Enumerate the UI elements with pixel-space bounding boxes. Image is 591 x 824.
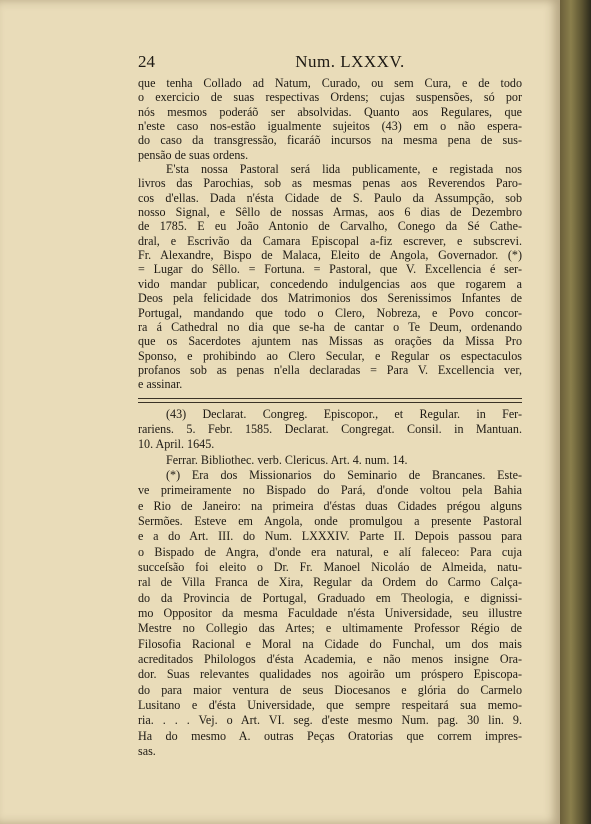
note-line: sas. <box>138 744 156 759</box>
text-line: n'este caso nos-estão igualmente sujeitos (43) em o não espera- <box>138 119 522 134</box>
note-line: ria. . . . Vej. o Art. VI. seg. d'este mesmo Num. pag. 30 lin. 9. <box>138 713 522 728</box>
page-number: 24 <box>138 52 155 71</box>
note-line: do para maior ventura de seus Diocesanos e glória do Carmelo <box>138 682 522 697</box>
footnote-divider <box>138 398 522 403</box>
running-header <box>138 52 522 76</box>
text-line: Portugal, mandando que todo o Clero, Nobreza, e Povo concor- <box>138 305 522 320</box>
footnotes <box>138 407 522 760</box>
text-line: dral, e Escrivão da Camara Episcopal a-fiz escrever, e subscrevi. <box>138 233 522 248</box>
note-line: ve primeiramente no Bispado do Pará, d'onde voltou pela Bahia <box>138 483 522 498</box>
note-line: (*) Era dos Missionarios do Seminario de Brancanes. Este- <box>166 467 522 482</box>
note-line: Filosofia Racional e Moral na Cidade do Funchal, um dos mais <box>138 636 522 651</box>
text-line: o exercicio de suas respectivas Ordens; cujas suspensões, só por <box>138 90 522 105</box>
note-line: Sermões. Esteve em Angola, onde promulgou a presente Pastoral <box>138 513 522 528</box>
note-line: Mestre no Collegio das Artes; e ultimamente Professor Régio de <box>138 621 522 636</box>
note-line: 10. April. 1645. <box>138 437 215 452</box>
note-line: dor. Suas relevantes qualidades nos agoirão um próspero Episcopa- <box>138 667 522 682</box>
note-line: ral de Villa Franca de Xira, Regular da Ordem do Carmo Calça- <box>138 575 522 590</box>
note-line: Ha do mesmo A. outras Peças Oratorias que correm impres- <box>138 728 522 743</box>
text-line: pensão de suas ordens. <box>138 147 249 162</box>
text-line: livros das Parochias, sob as mesmas penas aos Reverendos Paro- <box>138 176 522 191</box>
text-line: Fr. Alexandre, Bispo de Malaca, Eleito de Angola, Governador. (*) <box>138 248 522 263</box>
text-line: profanos sob as penas n'ella declaradas = Para V. Excellencia ver, <box>138 362 522 377</box>
text-line: ra á Cathedral no dia que se-ha de cantar o Te Deum, ordenando <box>138 319 522 334</box>
note-line: acreditados Philologos d'ésta Academia, e não menos insigne Ora- <box>138 652 522 667</box>
note-line: do da Provincia de Portugal, Graduado em Theologia, e dignissi- <box>138 590 522 605</box>
issue-number: Num. LXXXV. <box>295 52 405 71</box>
text-line: nosso Signal, e Sêllo de nossas Armas, aos 6 dias de Dezembro <box>138 205 522 220</box>
text-line: Sponso, e prohibindo ao Clero Secular, e Regular os espectaculos <box>138 348 522 363</box>
text-line: do caso da transgressão, ficaráõ incursos na mesma pena de sus- <box>138 133 522 148</box>
note-line: Ferrar. Bibliothec. verb. Clericus. Art. 4. num. 14. <box>166 452 408 467</box>
text-line: e assinar. <box>138 377 183 392</box>
note-line: e a do Art. III. do Num. LXXXIV. Parte II. Depois passou para <box>138 529 522 544</box>
main-text <box>138 76 522 392</box>
page-content <box>138 52 522 759</box>
note-line: Lusitano e d'ésta Universidade, que sempre respeitará sua memo- <box>138 698 522 713</box>
text-line: = Lugar do Sêllo. = Fortuna. = Pastoral, que V. Excellencia é ser- <box>138 262 522 277</box>
note-line: mo Oppositor da mesma Faculdade n'ésta Universidade, seu illustre <box>138 606 522 621</box>
note-line: e Rio de Janeiro: na primeira d'éstas duas Cidades prégou alguns <box>138 498 522 513</box>
note-line: o Bispado de Angra, d'onde era natural, e alí faleceo: Para cuja <box>138 544 522 559</box>
text-line: Deos pela felicidade dos Matrimonios dos Serenissimos Infantes de <box>138 291 522 306</box>
book-edge <box>560 0 591 824</box>
text-line: que tenha Collado ad Natum, Curado, ou sem Cura, e de todo <box>138 76 522 90</box>
note-line: succeſsão foi eleito o Dr. Fr. Manoel Nicoláo de Almeida, natu- <box>138 560 522 574</box>
text-line: vido mandar publicar, concedendo indulgencias aos que rogarem a <box>138 276 522 291</box>
text-line: nós mesmos poderáõ ser absolvidas. Quanto aos Regulares, que <box>138 104 522 119</box>
text-line: que os Sacerdotes ajuntem nas Missas as orações da Missa Pro <box>138 334 522 349</box>
text-line: de 1785. E eu João Antonio de Carvalho, Conego da Sé Cathe- <box>138 219 522 234</box>
note-line: (43) Declarat. Congreg. Episcopor., et Regular. in Fer- <box>166 406 522 421</box>
text-line: E'sta nossa Pastoral será lida publicamente, e registada nos <box>166 162 522 177</box>
text-line: cos d'ellas. Dada n'ésta Cidade de S. Paulo da Assumpção, sob <box>138 190 522 205</box>
note-line: rariens. 5. Febr. 1585. Declarat. Congregat. Consil. in Mantuan. <box>138 421 522 436</box>
